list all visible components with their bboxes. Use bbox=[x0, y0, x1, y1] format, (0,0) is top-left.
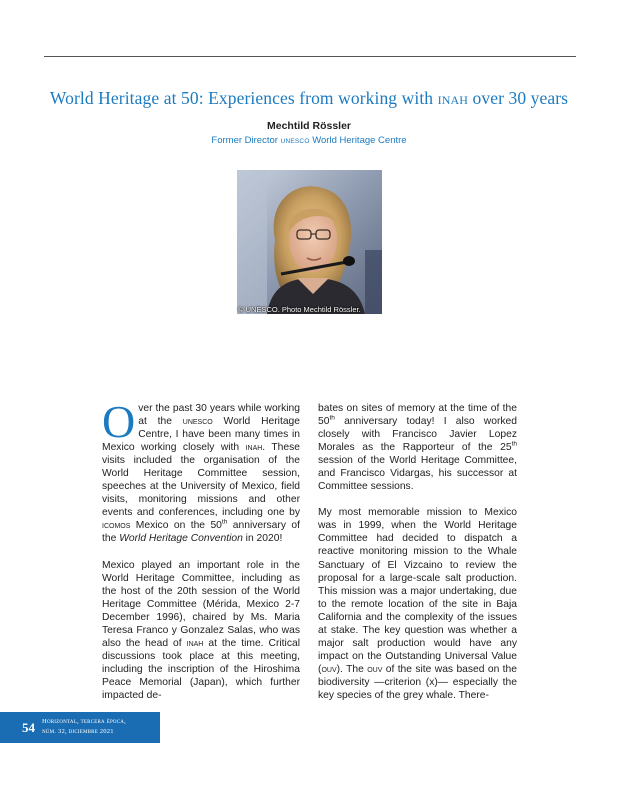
text-span: anniversary of the bbox=[102, 520, 300, 545]
paragraph-1 bbox=[102, 396, 301, 546]
body-column-right bbox=[318, 402, 517, 715]
title-acronym: inah bbox=[437, 88, 469, 108]
journal-line-1: Horizontal, tercera época, bbox=[42, 718, 126, 725]
page-number: 54 bbox=[22, 720, 35, 735]
text-span: anniversary today! I also worked closely with Francisco Javier Lopez Morales as the Rapporteur of the 25 bbox=[318, 416, 517, 454]
text-span: . These visits included the organisation of the World Heritage Committee session, speeches at the University of Mexico, field visits, monitoring missions and other events and conferences, including one by bbox=[102, 442, 301, 519]
affiliation-prefix: Former Director bbox=[211, 135, 281, 146]
affiliation-unesco: UNESCO bbox=[280, 138, 310, 145]
acronym-icomos: icomos bbox=[102, 519, 131, 532]
title-end: over 30 years bbox=[468, 88, 569, 108]
author-name: Mechtild Rössler bbox=[266, 120, 352, 132]
paragraph-2 bbox=[102, 559, 300, 703]
top-rule bbox=[44, 56, 576, 57]
author-affiliation bbox=[0, 135, 618, 146]
photo-credit: © UNESCO. Photo Mechtild Rössler. bbox=[238, 305, 361, 314]
text-span: ver the past 30 years while working at the bbox=[138, 403, 300, 428]
paragraph-3 bbox=[318, 506, 517, 702]
drop-cap: O bbox=[102, 396, 136, 447]
text-span: of the site was based on the biodiversity —criterion (x)— especially the key species of the grey whale. There- bbox=[318, 663, 517, 701]
article-title bbox=[0, 88, 618, 109]
paragraph-2-continues: at the time. Critical discussions took place at this meeting, including the inscription of the Hiroshima Peace Memorial (Japan), which further impacted de- bbox=[102, 637, 300, 701]
paragraph-2-cont bbox=[318, 402, 517, 493]
text-span: in 2020! bbox=[242, 533, 283, 545]
author-portrait-image bbox=[237, 170, 382, 314]
footer-box bbox=[0, 712, 160, 743]
journal-info bbox=[42, 717, 126, 737]
author-photo bbox=[237, 170, 382, 314]
acronym-inah: inah bbox=[186, 636, 204, 649]
superscript: th bbox=[221, 519, 228, 526]
affiliation-suffix: World Heritage Centre bbox=[309, 135, 407, 146]
text-span: Mexico on the 50 bbox=[130, 520, 222, 532]
body-column-left bbox=[102, 396, 301, 715]
text-span: My most memorable mission to Mexico was in 1999, when the World Heritage Committee had decided to dispatch a reactive monitoring mission to the Whale Sanctuary of El Vizcaino to review the proposal for a large-scale salt production. This mission was a major undertaking, due to the remote location of the site in Baja California and the complexity of the issues at stake. The key question was whether a major salt production would have any impact on the Outstanding Universal Value ( bbox=[318, 507, 517, 675]
acronym-unesco: unesco bbox=[182, 415, 213, 428]
text-span: World Heritage Centre, I have been many times in Mexico working closely with bbox=[102, 416, 300, 454]
text-span: session of the World Heritage Committee, and Francisco Vidargas, his successor at Committee sessions. bbox=[318, 455, 517, 493]
journal-line-2: núm. 32, diciembre 2021 bbox=[42, 728, 114, 735]
superscript: th bbox=[329, 414, 335, 422]
convention-title: World Heritage Convention bbox=[119, 533, 243, 545]
acronym-ouv: ouv bbox=[367, 662, 383, 675]
acronym-inah: inah bbox=[245, 441, 263, 454]
text-span: Mexico played an important role in the World Heritage Committee, including as the host of the 20th session of the World Heritage Committee (Mérida, Mexico 2-7 December 1996), chaired by Ms. Maria Teresa Franco y Gonzalez Salas, who was also the head of bbox=[102, 559, 300, 649]
acronym-ouv: ouv bbox=[321, 662, 337, 675]
title-main: World Heritage at 50: Experiences from working with bbox=[49, 88, 438, 108]
superscript: th bbox=[511, 440, 517, 448]
paragraph-2-tail: bates on sites of memory at the time of the 50 bbox=[318, 403, 517, 428]
text-span: ). The bbox=[336, 663, 368, 675]
